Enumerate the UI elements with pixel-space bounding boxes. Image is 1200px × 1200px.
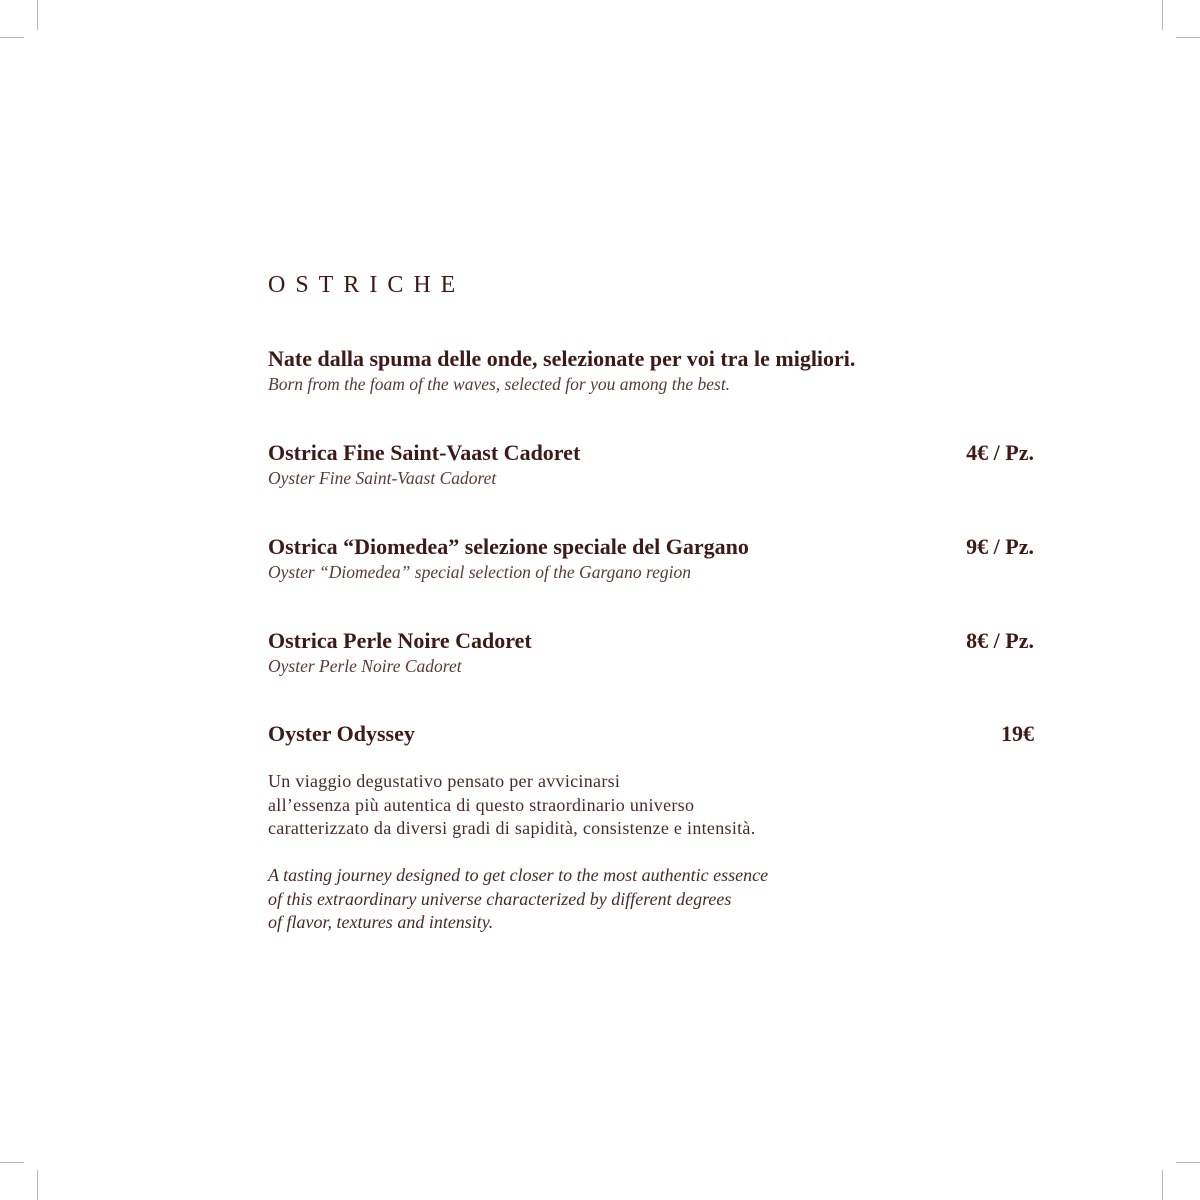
- crop-mark: [1162, 0, 1163, 30]
- item-name-italian: Ostrica Perle Noire Cadoret: [268, 628, 532, 653]
- item-name-english: Oyster Perle Noire Cadoret: [268, 656, 462, 676]
- menu-item-row: [268, 627, 1034, 655]
- menu-item-row: [268, 533, 1034, 561]
- menu-item: [268, 627, 1034, 677]
- description-line: A tasting journey designed to get closer to the most authentic essence: [268, 865, 769, 885]
- item-name-english: Oyster “Diomedea” special selection of the Gargano region: [268, 562, 692, 582]
- intro-english: Born from the foam of the waves, selected for you among the best.: [268, 374, 731, 394]
- odyssey-description-italian: [268, 770, 1034, 841]
- menu-page: [268, 0, 1034, 1200]
- crop-mark: [37, 1170, 38, 1200]
- menu-item-odyssey: [268, 720, 1034, 748]
- item-name-italian: Ostrica Fine Saint-Vaast Cadoret: [268, 440, 581, 465]
- section-intro: [268, 345, 1034, 395]
- menu-item: [268, 533, 1034, 583]
- menu-item-row: [268, 720, 1034, 748]
- description-line: Un viaggio degustativo pensato per avvicinarsi: [268, 771, 621, 791]
- description-line: of this extraordinary universe characterized by different degrees: [268, 888, 732, 909]
- menu-item-row: [268, 439, 1034, 467]
- crop-mark: [37, 0, 38, 30]
- item-price: 19€: [1001, 721, 1034, 746]
- item-name-italian: Ostrica “Diomedea” selezione speciale del Gargano: [268, 534, 749, 559]
- crop-mark: [1162, 1170, 1163, 1200]
- description-line: caratterizzato da diversi gradi di sapidità, consistenze e intensità.: [268, 818, 756, 838]
- item-price: 4€ / Pz.: [966, 440, 1034, 465]
- item-price: 9€ / Pz.: [966, 534, 1034, 559]
- intro-italian: Nate dalla spuma delle onde, selezionate per voi tra le migliori.: [268, 346, 856, 371]
- crop-mark: [1176, 1162, 1200, 1163]
- item-price: 8€ / Pz.: [966, 628, 1034, 653]
- item-name-english: Oyster Fine Saint-Vaast Cadoret: [268, 468, 497, 488]
- item-name-italian: Oyster Odyssey: [268, 721, 415, 746]
- crop-mark: [0, 1162, 24, 1163]
- odyssey-description-english: [268, 864, 1034, 935]
- crop-mark: [1176, 37, 1200, 38]
- description-line: all’essenza più autentica di questo straordinario universo: [268, 794, 695, 815]
- section-title: OSTRICHE: [268, 272, 466, 298]
- description-line: of flavor, textures and intensity.: [268, 912, 494, 932]
- menu-item: [268, 439, 1034, 489]
- crop-mark: [0, 37, 24, 38]
